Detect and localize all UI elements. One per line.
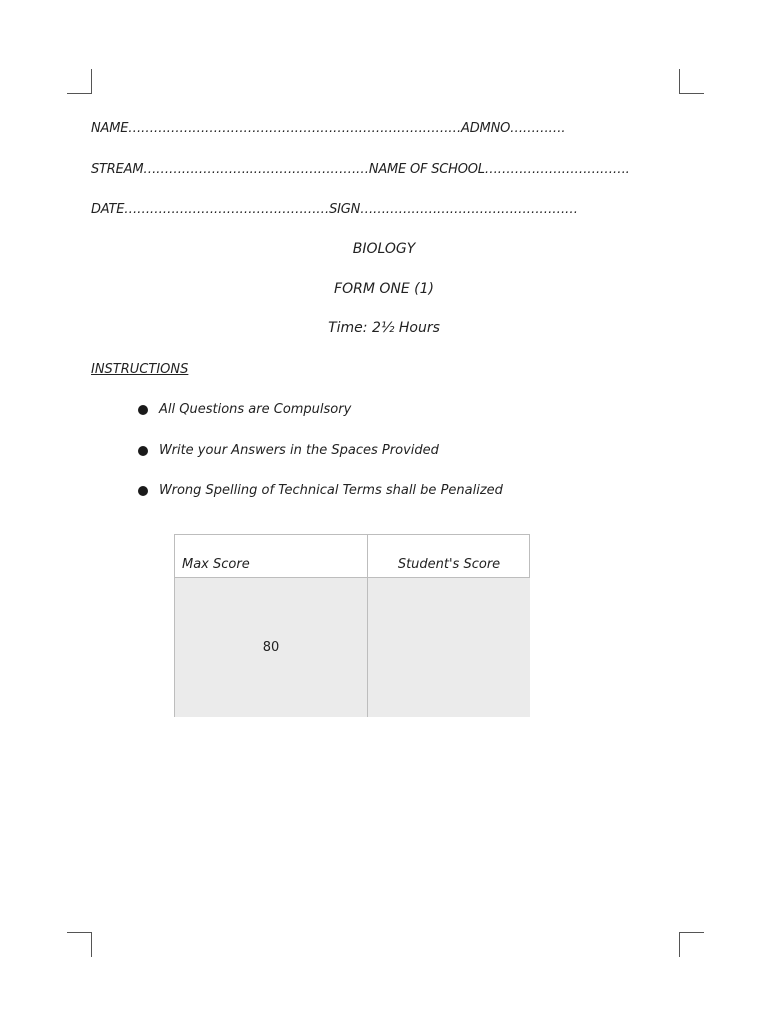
crop-mark-bottom-right bbox=[679, 932, 704, 957]
subject-title: BIOLOGY bbox=[352, 241, 416, 257]
instruction-item bbox=[138, 402, 351, 417]
date-sign-line: DATE…………………………………………SIGN…………………………………………… bbox=[91, 202, 578, 217]
bullet-icon bbox=[138, 486, 148, 496]
crop-mark-top-left bbox=[67, 69, 92, 94]
crop-mark-top-right bbox=[679, 69, 704, 94]
instruction-text: Wrong Spelling of Technical Terms shall be Penalized bbox=[159, 483, 503, 498]
instruction-item bbox=[138, 483, 503, 498]
stream-school-line: STREAM……………………..………………………NAME OF SCHOOL……………………………. bbox=[91, 162, 630, 177]
name-admno-line: NAME……………………………………………………………………ADMNO…………. bbox=[91, 121, 566, 136]
time-allowed: Time: 2½ Hours bbox=[328, 320, 440, 336]
score-table bbox=[174, 534, 530, 717]
student-score-value bbox=[368, 578, 530, 717]
instruction-item bbox=[138, 443, 439, 458]
bullet-icon bbox=[138, 405, 148, 415]
instructions-heading: INSTRUCTIONS bbox=[91, 362, 189, 377]
crop-mark-bottom-left bbox=[67, 932, 92, 957]
instruction-text: All Questions are Compulsory bbox=[159, 402, 352, 417]
student-score-header: Student's Score bbox=[368, 535, 530, 578]
max-score-value: 80 bbox=[175, 578, 368, 717]
instruction-text: Write your Answers in the Spaces Provided bbox=[159, 443, 439, 458]
max-score-header: Max Score bbox=[175, 535, 368, 578]
bullet-icon bbox=[138, 446, 148, 456]
form-title: FORM ONE (1) bbox=[334, 281, 434, 297]
